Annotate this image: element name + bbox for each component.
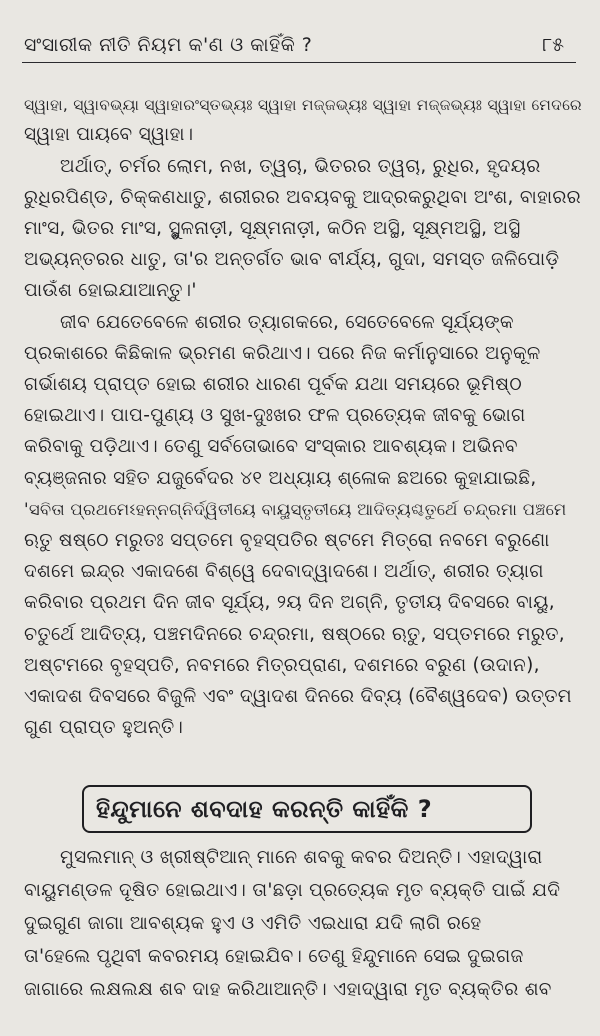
text-line: ଅଷ୍ଟମରେ ବୃହସ୍ପତି, ନବମରେ ମିତ୍ରପ୍ରାଣ, ଦଶମରେ ବରୁଣ (ଉଦାନ), [24, 655, 540, 676]
text-line: ସ୍ୱାହା, ସ୍ୱାବଭ୍ୟା ସ୍ୱାହାରଂସ୍ତଭ୍ୟଃ ସ୍ୱାହା ମଜ୍ଜଭ୍ୟଃ ସ୍ୱାହା ମଜ୍ଜଭ୍ୟଃ ସ୍ୱାହା ମେଦରେ [24, 96, 582, 114]
text-line: ମୁସଲମାନ୍ ଓ ଖ୍ରୀଷ୍ଟିଆନ୍ ମାନେ ଶବକୁ କବର ଦିଅନ୍ତି। ଏହାଦ୍ୱାରା [60, 847, 543, 868]
text-line: ଗୁଣ ପ୍ରାପ୍ତ ହୁଅନ୍ତି। [24, 717, 184, 738]
section-heading-box [82, 785, 532, 833]
text-line: ଅଭ୍ୟନ୍ତରର ଧାତୁ, ତା'ର ଅନ୍ତର୍ଗତ ଭାବ ବୀର୍ଯ୍ୟ, ଗୁଦା, ସମସ୍ତ ଜଳିପୋଡ଼ି [24, 249, 560, 270]
text-line: ମାଂସ, ଭିତର ମାଂସ, ସ୍ଥୁଳନାଡ଼ୀ, ସୂକ୍ଷ୍ମନାଡ଼ୀ, କଠିନ ଅସ୍ଥି, ସୂକ୍ଷ୍ମଅସ୍ଥି, ଅସ୍ଥି [24, 218, 521, 239]
text-line: ଗର୍ଭାଶୟ ପ୍ରାପ୍ତ ହୋଇ ଶରୀର ଧାରଣ ପୂର୍ବକ ଯଥା ସମୟରେ ଭୂମିଷ୍ଠ [24, 374, 522, 395]
text-line: ସ୍ୱାହା ପାୟବେ ସ୍ୱାହା। [24, 124, 194, 145]
text-line: ବ୍ୟଞ୍ଜନାର ସହିତ ଯଜୁର୍ବେଦର ୪୧ ଅଧ୍ୟାୟ ଶ୍ଳୋକ ଛଅରେ କୁହାଯାଇଛି, [24, 468, 537, 489]
chapter-title: ସଂସାରୀକ ନୀତି ନିୟମ କ'ଣ ଓ କାହିଁକି ? [24, 34, 313, 56]
text-line: ତା'ହେଲେ ପୃଥିବୀ କବରମୟ ହୋଇଯିବ। ତେଣୁ ହିନ୍ଦୁମାନେ ସେଇ ଦୁଇଗଜ [24, 946, 524, 967]
text-line: ବାୟୁମଣ୍ଡଳ ଦୂଷିତ ହୋଇଥାଏ। ତା'ଛଡ଼ା ପ୍ରତ୍ୟେକ ମୃତ ବ୍ୟକ୍ତି ପାଇଁ ଯଦି [24, 880, 561, 901]
text-line: ଦୁଇଗୁଣ ଜାଗା ଆବଶ୍ୟକ ହୁଏ ଓ ଏମିତି ଏଇଧାରା ଯଦି ଲାଗି ରହେ [24, 913, 482, 934]
text-line: ପାଉଁଶ ହୋଇଯାଆନ୍ତୁ।' [24, 280, 197, 301]
header-rule [22, 62, 576, 63]
text-line: ଜୀବ ଯେତେବେଳେ ଶରୀର ତ୍ୟାଗକରେ, ସେତେବେଳେ ସୂର୍ଯ୍ୟଙ୍କ [60, 312, 514, 333]
text-line: କରିବାର ପ୍ରଥମ ଦିନ ଜୀବ ସୂର୍ଯ୍ୟ, ୨ୟ ଦିନ ଅଗ୍ନି, ତୃତୀୟ ଦିବସରେ ବାୟୁ, [24, 592, 555, 613]
text-line: କରିବାକୁ ପଡ଼ିଥାଏ। ତେଣୁ ସର୍ବତୋଭାବେ ସଂସ୍କାର ଆବଶ୍ୟକ। ଅଭିନବ [24, 436, 518, 457]
text-line: ହୋଇଥାଏ। ପାପ-ପୁଣ୍ୟ ଓ ସୁଖ-ଦୁଃଖର ଫଳ ପ୍ରତ୍ୟେକ ଜୀବକୁ ଭୋଗ [24, 405, 526, 426]
text-line: ଦଶମେ ଇନ୍ଦ୍ର ଏକାଦଶେ ବିଶ୍ୱେ ଦେବାଦ୍ୱାଦଶେ। ଅର୍ଥାତ୍, ଶରୀର ତ୍ୟାଗ [24, 561, 544, 582]
section-heading: ହିନ୍ଦୁମାନେ ଶବଦାହ କରନ୍ତି କାହିଁକି ? [96, 795, 433, 823]
running-header [0, 24, 600, 62]
text-line: ଋତୁ ଷଷ୍ଠେ ମରୁତଃ ସପ୍ତମେ ବୃହସ୍ପତିର ଷ୍ଟମେ ମିତ୍ରୋ ନବମେ ବରୁଣୋ [24, 530, 550, 551]
text-line: ଜାଗାରେ ଲକ୍ଷଲକ୍ଷ ଶବ ଦାହ କରିଥାଆନ୍ତି। ଏହାଦ୍ୱାରା ମୃତ ବ୍ୟକ୍ତିର ଶବ [24, 979, 552, 1000]
text-line: ଚତୁର୍ଥେ ଆଦିତ୍ୟ, ପଞ୍ଚମଦିନରେ ଚନ୍ଦ୍ରମା, ଷଷ୍ଠରେ ଋତୁ, ସପ୍ତମରେ ମରୁତ, [24, 624, 565, 645]
text-line: ଅର୍ଥାତ୍, ଚର୍ମର ଲୋମ, ନଖ, ତ୍ୱଚା, ଭିତରର ତ୍ୱଚା, ରୁଧିର, ହୃଦୟର [60, 156, 541, 177]
text-line: ପ୍ରକାଶରେ କିଛିକାଳ ଭ୍ରମଣ କରିଥାଏ। ପରେ ନିଜ କର୍ମାନୁସାରେ ଅନୁକୂଳ [24, 343, 541, 364]
page-number: ୮୫ [542, 34, 564, 56]
text-line: ରୁଧିରପିଣ୍ଡ, ଚିକ୍କଣଧାତୁ, ଶରୀରର ଅବୟବକୁ ଆଦ୍ରକରୁଥିବା ଅଂଶ, ବାହାରର [24, 187, 582, 208]
text-line: 'ସବିତା ପ୍ରଥମେଽହନ୍ନଗ୍ନିର୍ଦ୍ୱିତୀୟେ ବାୟୁସ୍ତୃତୀୟେ ଆଦିତ୍ୟଶ୍ଚତୁର୍ଥେ ଚନ୍ଦ୍ରମା ପଞ୍ଚମେ [24, 500, 567, 519]
text-line: ଏକାଦଶ ଦିବସରେ ବିଜୁଳି ଏବଂ ଦ୍ୱାଦଶ ଦିନରେ ଦିବ୍ୟ (ବୈଶ୍ୱଦେବ) ଉତ୍ତମ [24, 686, 572, 707]
